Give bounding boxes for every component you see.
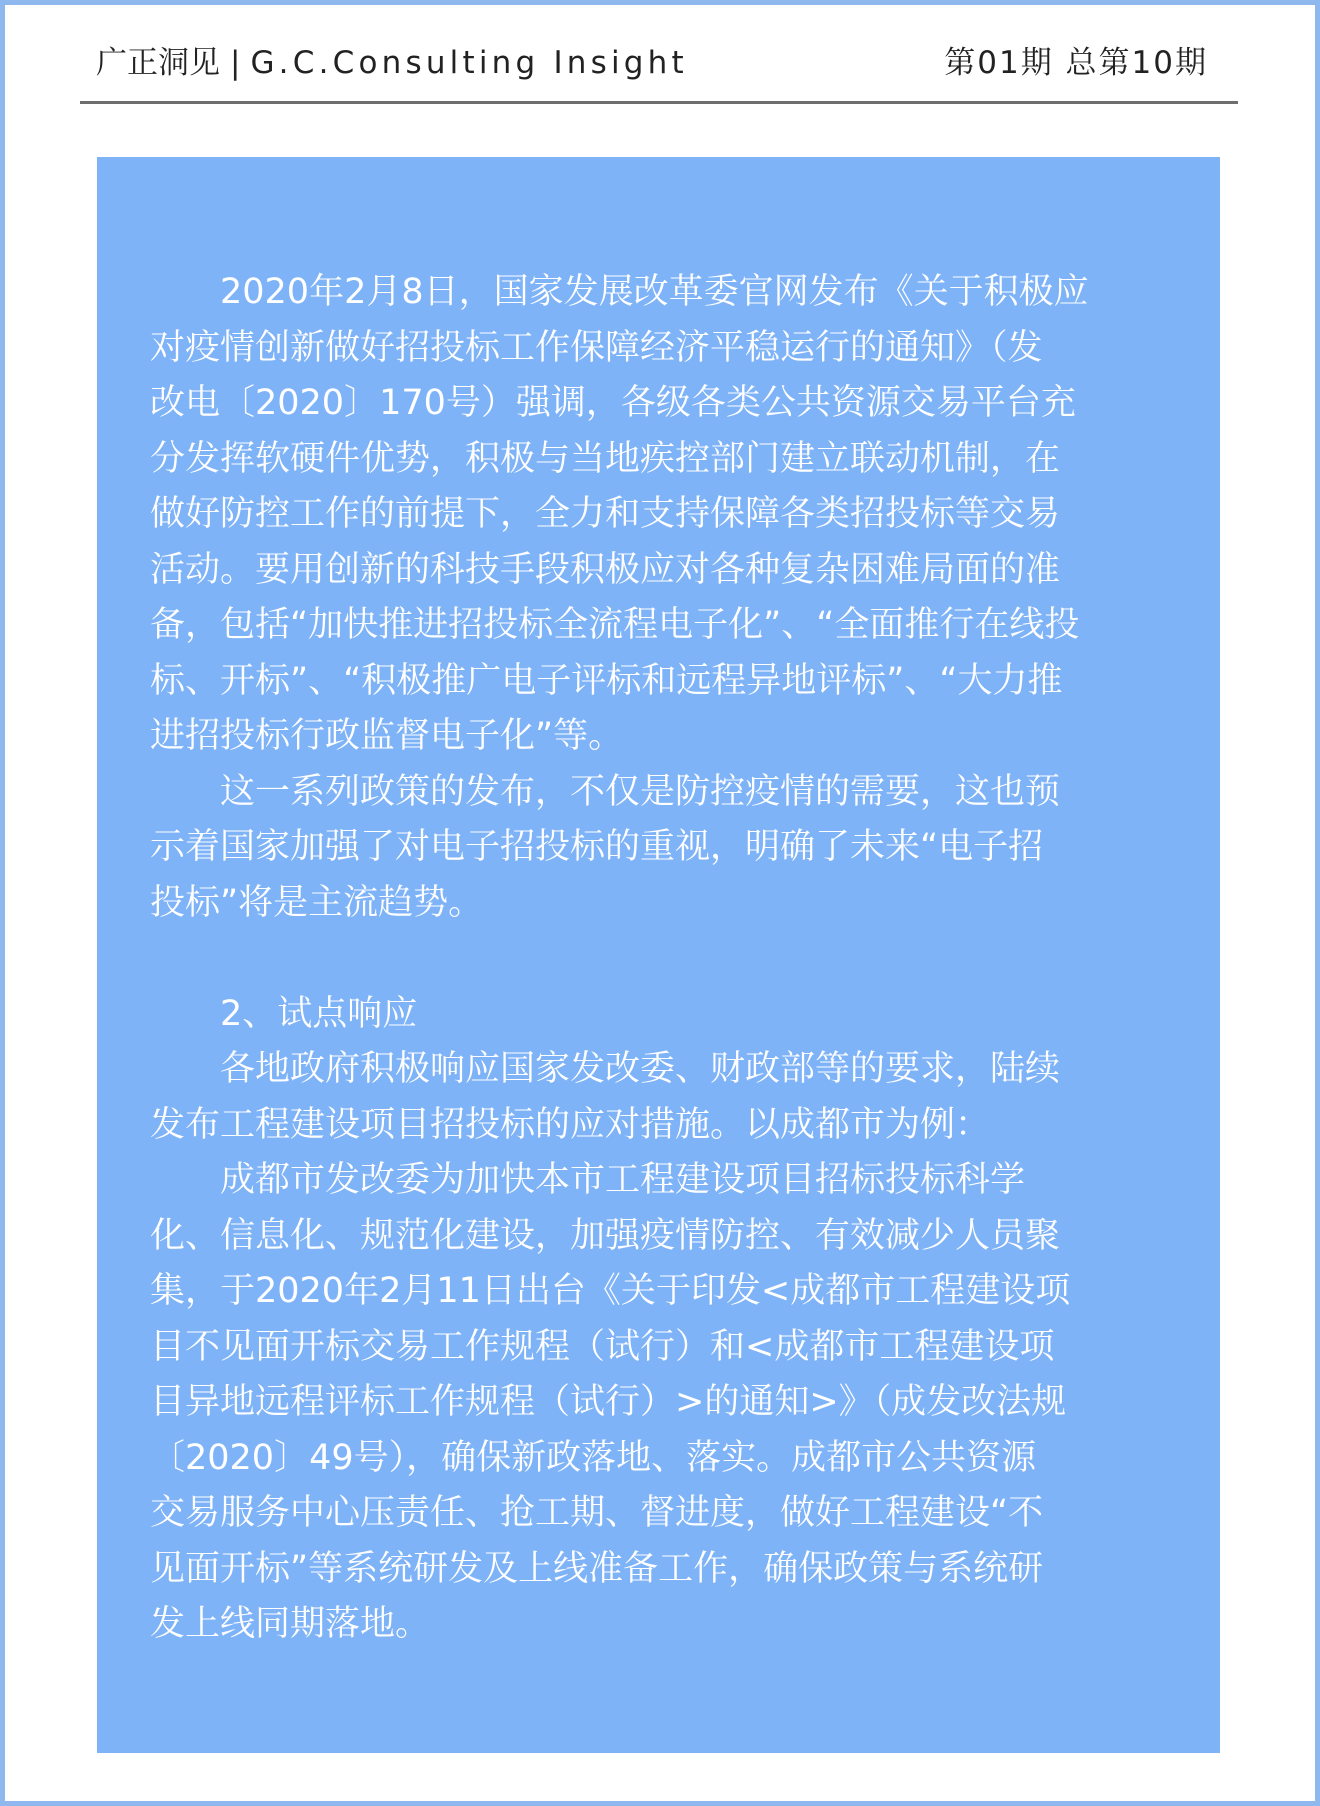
paragraph-policy-significance: 这一系列政策的发布，不仅是防控疫情的需要，这也预 示着国家加强了对电子招投标的重视，明确了未来“电子招 投标”将是主流趋势。 bbox=[150, 771, 1061, 923]
paragraph-spacer bbox=[150, 931, 1170, 987]
publication-name-cn: 广正洞见 bbox=[96, 45, 220, 81]
page-header bbox=[80, 38, 1238, 88]
header-separator: | bbox=[230, 45, 241, 81]
section-heading: 2、试点响应 bbox=[220, 993, 418, 1034]
header-divider bbox=[80, 101, 1238, 104]
article-panel bbox=[97, 157, 1220, 1753]
paragraph-chengdu-example: 成都市发改委为加快本市工程建设项目招标投标科学 化、信息化、规范化建设，加强疫情防控、有效减少人员聚 集，于2020年2月11日出台《关于印发<成都市工程建设项 目不见面开标交易工作规程（试行）和<成都市工程建设项 目异地远程评标工作规程（试行）>的通知>》（成发改法规 〔2020〕49号），确保新政落地、落实。成都市公共资源 交易服务中心压责任、抢工期、督进度，做好工程建设“不 见面开标”等系统研发及上线准备工作，确保政策与系统研 发上线同期落地。 bbox=[150, 1160, 1071, 1644]
paragraph-policy-notice: 2020年2月8日，国家发展改革委官网发布《关于积极应 对疫情创新做好招投标工作保障经济平稳运行的通知》（发 改电〔2020〕170号）强调，各级各类公共资源交易平台充 分发挥软硬件优势，积极与当地疾控部门建立联动机制，在 做好防控工作的前提下，全力和支持保障各类招投标等交易 活动。要用创新的科技手段积极应对各种复杂困难局面的准 备，包括“加快推进招投标全流程电子化”、“全面推行在线投 标、开标”、“积极推广电子评标和远程异地评标”、“大力推 进招投标行政监督电子化”等。 bbox=[150, 272, 1089, 756]
publication-title bbox=[96, 38, 688, 88]
issue-number: 第01期 总第10期 bbox=[944, 45, 1208, 81]
paragraph-local-response: 各地政府积极响应国家发改委、财政部等的要求，陆续 发布工程建设项目招投标的应对措施。以成都市为例： bbox=[150, 1049, 1061, 1145]
publication-name-en: G.C.Consulting Insight bbox=[250, 45, 688, 81]
